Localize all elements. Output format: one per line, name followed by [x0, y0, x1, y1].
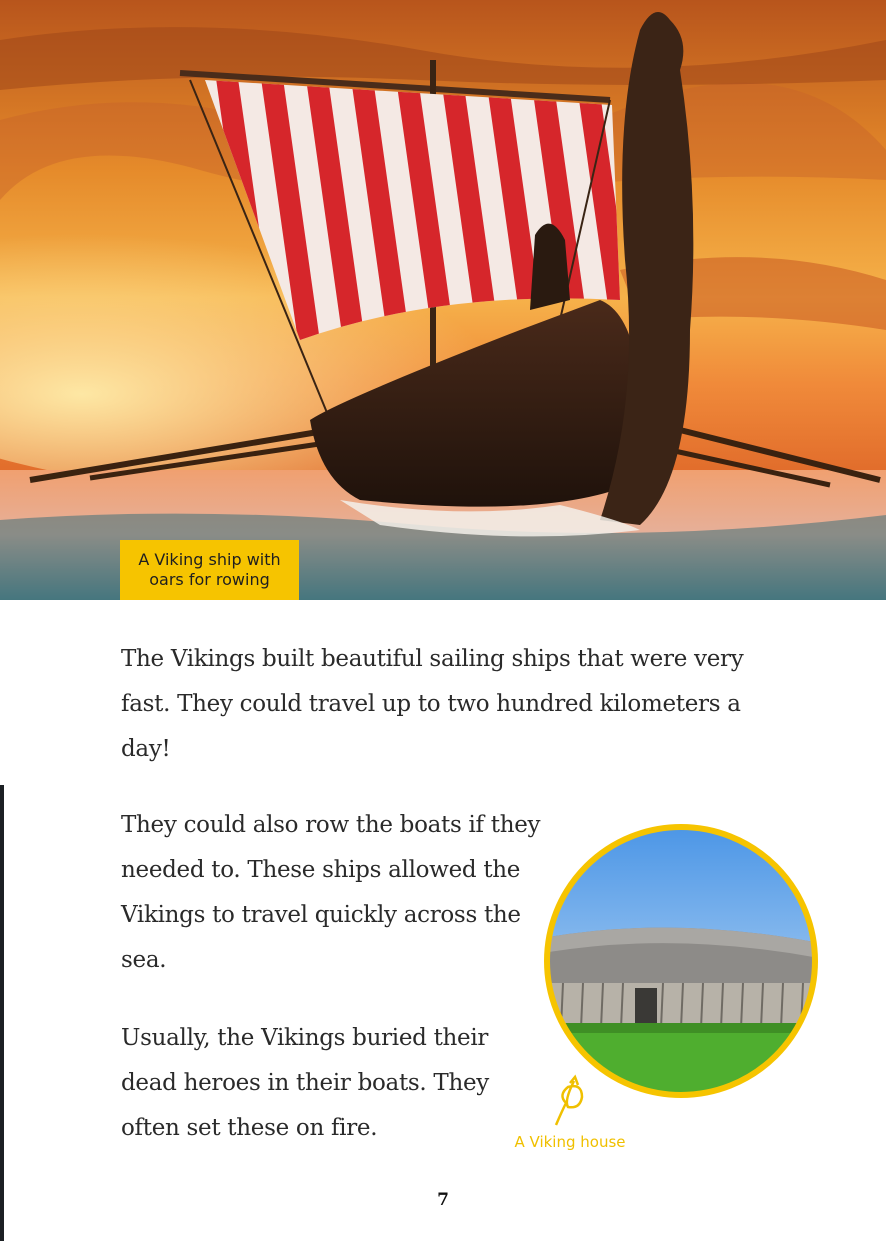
curly-arrow-icon	[548, 1073, 593, 1128]
viking-house-photo	[543, 823, 819, 1099]
house-caption: A Viking house	[514, 1133, 626, 1151]
page-edge-shadow	[0, 785, 4, 1241]
viking-ship-photo	[0, 0, 886, 600]
ship-caption	[120, 540, 299, 600]
ship-caption-line-1: A Viking ship with	[138, 550, 281, 569]
paragraph-rowing: They could also row the boats if they needed to. These ships allowed the Vikings to travel quickly across the sea.	[121, 812, 541, 973]
paragraph-sailing-ships: The Vikings built beautiful sailing ships that were very fast. They could travel up to two hundred kilometers a day!	[121, 646, 744, 762]
page-number: 7	[437, 1190, 449, 1210]
paragraph-burial: Usually, the Vikings buried their dead heroes in their boats. They often set these on fire.	[121, 1025, 489, 1141]
ship-caption-line-2: oars for rowing	[149, 570, 270, 589]
